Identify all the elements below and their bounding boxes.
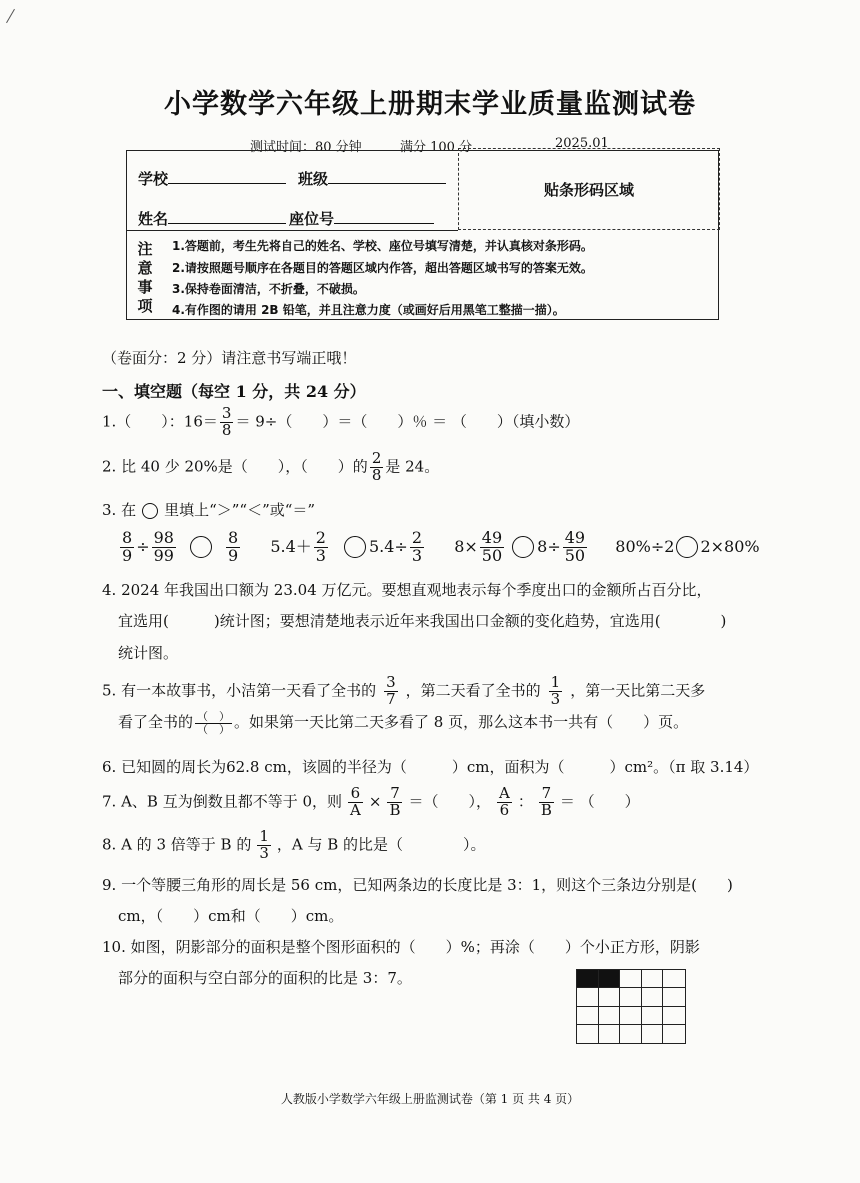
seat-label: 座位号 (289, 210, 335, 228)
question-6: 6. 已知圆的周长为62.8 cm，该圆的半径为（ ）cm，面积为（ ）cm²。（π 取 3.14） (102, 758, 759, 776)
circle-icon (142, 503, 158, 519)
question-4-line-3: 统计图。 (118, 644, 179, 662)
blank-square (663, 1007, 685, 1025)
page-footer: 人教版小学数学六年级上册监测试卷（第 1 页 共 4 页） (280, 1092, 580, 1106)
school-blank[interactable] (168, 169, 286, 184)
blank-square (663, 970, 685, 988)
page-title: 小学数学六年级上册期末学业质量监测试卷 (164, 89, 696, 120)
blank-square (663, 988, 685, 1006)
neatness-note: （卷面分：2 分）请注意书写端正哦！ (102, 349, 357, 367)
fraction: $\frac{2}{8}$ (371, 449, 382, 484)
notice-label: 注 意 事 项 (137, 240, 153, 315)
blank-square (620, 970, 642, 988)
corner-mark (6, 9, 15, 23)
blank-square (577, 1007, 599, 1025)
blank-square (620, 1007, 642, 1025)
question-10-line-1: 10. 如图，阴影部分的面积是整个图形面积的（ ）%；再涂（ ）个小正方形，阴影 (102, 938, 700, 956)
compare-circle-1[interactable] (190, 536, 212, 558)
blank-square (642, 988, 664, 1006)
shaded-square (577, 970, 599, 988)
question-3: 3. 在 里填上“＞”“＜”或“＝” (102, 501, 316, 519)
question-7: 7. A、B 互为倒数且都不等于 0，则 $\frac{6}{A}$ × $\frac{7}{B}$ ＝（ ）， $\frac{A}{6}$ ： $\frac{7}{B}$ ＝ （ ） (102, 784, 640, 819)
blank-square (599, 1007, 621, 1025)
blank-square (663, 1025, 685, 1043)
question-8: 8. A 的 3 倍等于 B 的 $\frac{1}{3}$ ，A 与 B 的比是（ ）。 (102, 827, 486, 862)
info-divider (126, 230, 458, 231)
blank-square (599, 1025, 621, 1043)
notice-item-1: 1.答题前，考生先将自己的姓名、学校、座位号填写清楚，并认真核对条形码。 (172, 239, 593, 253)
blank-square (620, 988, 642, 1006)
section-heading: 一、填空题（每空 1 分，共 24 分） (102, 382, 366, 401)
question-4-line-2: 宜选用( )统计图；要想清楚地表示近年来我国出口金额的变化趋势，宜选用( ) (118, 612, 727, 630)
name-blank[interactable] (168, 209, 286, 224)
question-9-line-1: 9. 一个等腰三角形的周长是 56 cm，已知两条边的长度比是 3：1，则这个三条边分别是( ) (102, 876, 733, 894)
compare-circle-2[interactable] (344, 536, 366, 558)
notice-item-3: 3.保持卷面清洁，不折叠，不破损。 (172, 282, 365, 296)
blank-square (642, 970, 664, 988)
blank-square (642, 1007, 664, 1025)
question-10-line-2: 部分的面积与空白部分的面积的比是 3：7。 (118, 969, 412, 987)
test-time: 测试时间：80 分钟 (250, 140, 362, 155)
class-label: 班级 (298, 170, 329, 188)
question-3-expressions: $\frac{8}{9}$ ÷ $\frac{98}{99}$ $\frac{8}{9}$ 5.4＋ $\frac{2}{3}$ 5.4÷ $\frac{2}{3}$ 8× $\frac{49}{50}$ 8÷ $\frac{49}{50}$ 80%÷2 2×80% (122, 528, 760, 565)
question-4-line-1: 4. 2024 年我国出口额为 23.04 万亿元。要想直观地表示每个季度出口的金额所占百分比， (102, 581, 712, 599)
compare-circle-3[interactable] (512, 536, 534, 558)
blank-square (642, 1025, 664, 1043)
question-5-line-1: 5. 有一本故事书，小洁第一天看了全书的 $\frac{3}{7}$ ，第二天看了全书的 $\frac{1}{3}$ ，第一天比第二天多 (102, 673, 706, 708)
question-5-line-2: 看了全书的 $\frac{( )}{( )}$ 。如果第一天比第二天多看了 8 页，那么这本书一共有（ ）页。 (118, 710, 689, 736)
class-blank[interactable] (328, 169, 446, 184)
test-date: 2025.01 (555, 136, 609, 151)
notice-item-2: 2.请按照题号顺序在各题目的答题区域内作答，超出答题区域书写的答案无效。 (172, 261, 593, 275)
school-field[interactable] (138, 168, 286, 189)
full-score: 满分 100 分 (400, 140, 473, 155)
name-field[interactable] (138, 208, 286, 229)
school-label: 学校 (138, 170, 169, 188)
fraction: $\frac{3}{8}$ (221, 404, 232, 439)
blank-square (577, 988, 599, 1006)
compare-circle-4[interactable] (676, 536, 698, 558)
blank-square (577, 1025, 599, 1043)
question-1: 1.（ ）：16＝ $\frac{3}{8}$ ＝ 9÷（ ）＝（ ）％ ＝ （ ）（填小数） (102, 404, 580, 439)
name-label: 姓名 (138, 210, 169, 228)
barcode-area: 贴条形码区域 (458, 148, 720, 230)
shaded-square (599, 970, 621, 988)
notice-item-4: 4.有作图的请用 2B 铅笔，并且注意力度（或画好后用黑笔工整描一描）。 (172, 303, 565, 317)
blank-square (599, 988, 621, 1006)
class-field[interactable] (298, 168, 446, 189)
blank-square (620, 1025, 642, 1043)
question-2: 2. 比 40 少 20%是（ ），（ ）的 $\frac{2}{8}$ 是 24。 (102, 449, 440, 484)
shaded-grid-figure (576, 969, 686, 1044)
seat-blank[interactable] (334, 209, 434, 224)
question-9-line-2: cm，（ ）cm和（ ）cm。 (118, 907, 344, 925)
seat-field[interactable] (289, 208, 434, 229)
